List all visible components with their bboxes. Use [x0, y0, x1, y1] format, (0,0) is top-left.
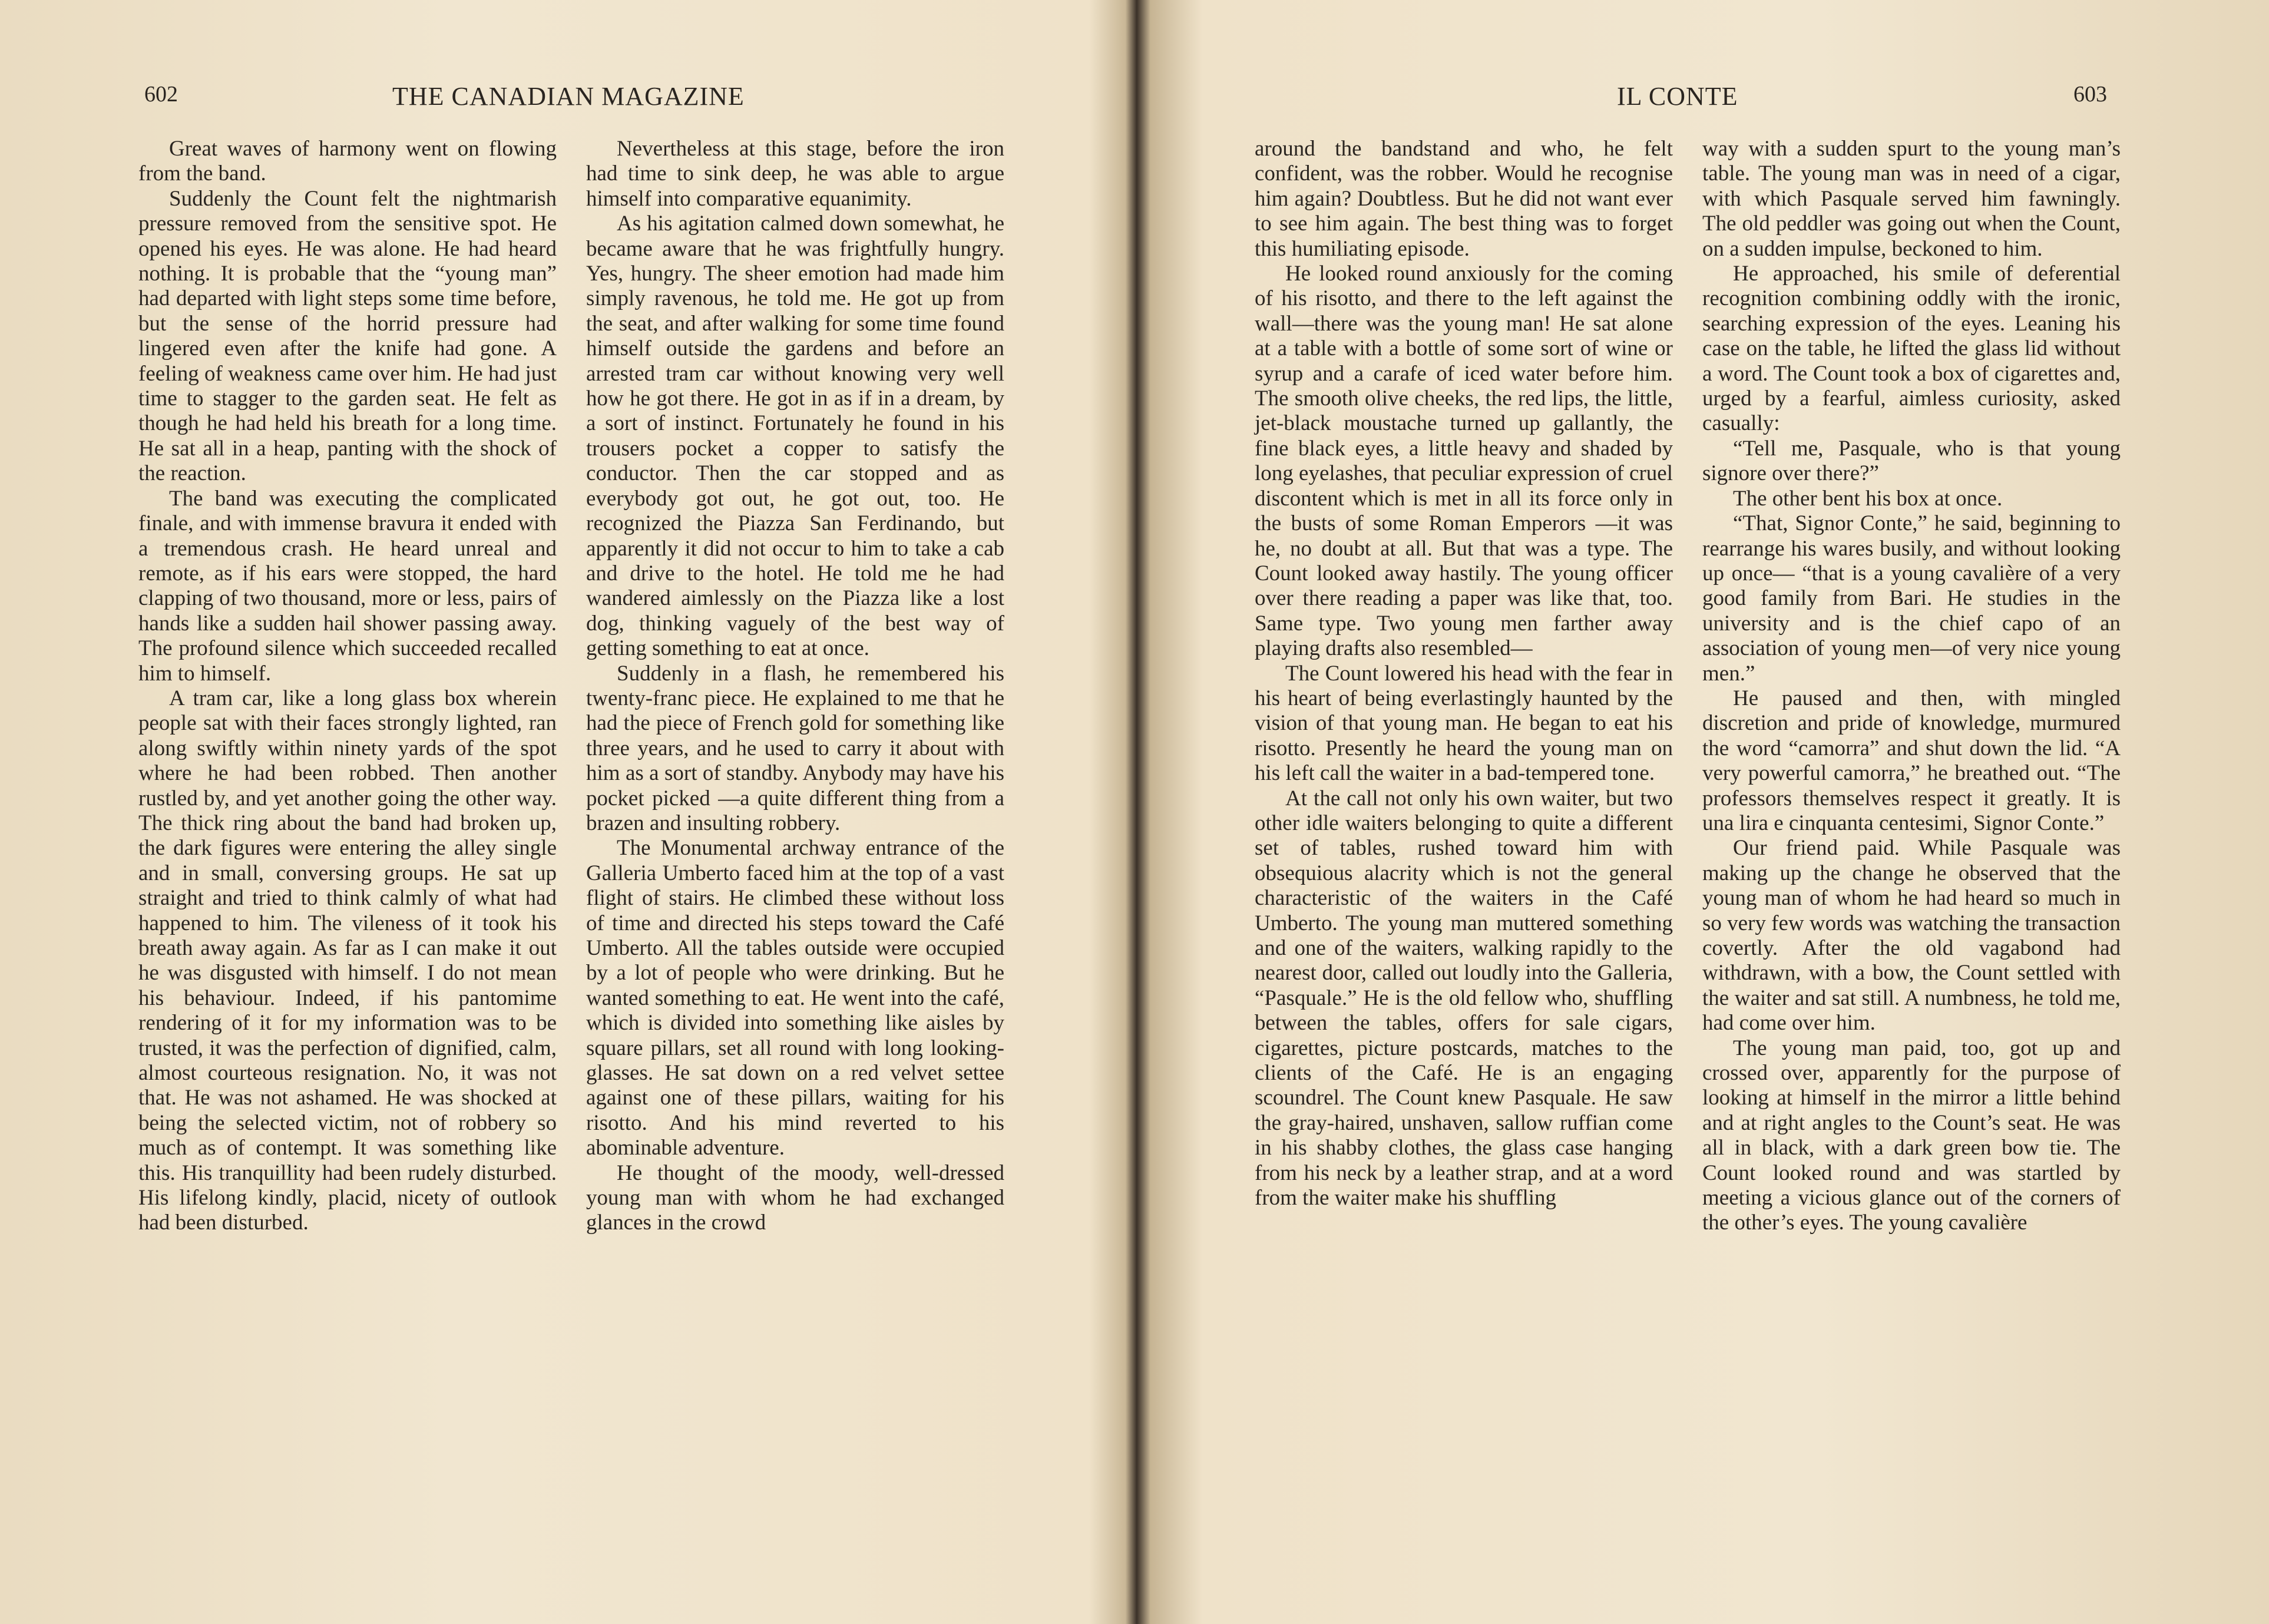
- left-page: [0, 0, 1119, 1624]
- running-head: IL CONTE: [1617, 82, 1738, 111]
- paragraph: The band was executing the complicated finale, and with immense bravura it ended with a tremendous crash. He heard unreal and remote, as if his ears were stopped, the hard clapping of two thousand, more or less, pairs of hands like a sudden hail shower passing away. The profound silence which succeeded recalled him to himself.: [138, 486, 557, 686]
- paragraph: Suddenly in a flash, he remembered his twenty-franc piece. He explained to me that he had the piece of French gold for something like three years, and he used to carry it about with him as a sort of standby. Anybody may have his pocket picked —a quite different thing from a brazen and insulting robbery.: [586, 661, 1004, 835]
- paragraph: Our friend paid. While Pasquale was making up the change he observed that the young man of whom he had heard so much in so very few words was watching the transaction covertly. After the old vagabond had withdrawn, with a bow, the Count settled with the waiter and sat still. A numbness, he told me, had come over him.: [1702, 836, 2121, 1036]
- paragraph: The Monumental archway entrance of the Galleria Umberto faced him at the top of a vast flight of stairs. He climbed these without loss of time and directed his steps toward the Café Umberto. All the tables outside were occupied by a lot of people who were drinking. But he wanted something to eat. He went into the café, which is divided into something like aisles by square pillars, set all round with long looking-glasses. He sat down on a red velvet settee against one of these pillars, waiting for his risotto. And his mind reverted to his abominable adventure.: [586, 836, 1004, 1160]
- page-number: 602: [144, 82, 178, 107]
- paragraph: Great waves of harmony went on flowing from the band.: [138, 137, 557, 186]
- paragraph: The other bent his box at once.: [1733, 486, 2003, 511]
- paragraph: The young man paid, too, got up and crossed over, apparently for the purpose of looking at himself in the mirror a little behind and at right angles to the Count’s seat. He was all in black, with a dark green bow tie. The Count looked round and was startled by meeting a vicious glance out of the corners of the other’s eyes. The young cavalière: [1702, 1036, 2121, 1235]
- paragraph: around the bandstand and who, he felt confident, was the robber. Would he recognise him again? Doubtless. But he did not want ever to see him again. The best thing was to forget this humiliating episode.: [1255, 137, 1673, 261]
- page-number: 603: [2073, 82, 2107, 107]
- paragraph: way with a sudden spurt to the young man’s table. The young man was in need of a cigar, with which Pasquale served him fawningly. The old peddler was going out when the Count, on a sudden impulse, beckoned to him.: [1702, 137, 2121, 261]
- column-2: [1702, 137, 2121, 1236]
- paragraph: He thought of the moody, well-dressed young man with whom he had exchanged glances in the crowd: [586, 1160, 1004, 1235]
- text-columns: [1255, 137, 2121, 1236]
- paragraph: He approached, his smile of deferential recognition combining oddly with the ironic, searching expression of the eyes. Leaning his case on the table, he lifted the glass lid without a word. The Count took a box of cigarettes and, urged by a fearful, aimless curiosity, asked casually:: [1702, 262, 2121, 436]
- paragraph: He paused and then, with mingled discretion and pride of knowledge, murmured the word “camorra” and shut down the lid. “A very powerful camorra,” he breathed out. “The professors themselves respect it greatly. It is una lira e cinquanta centesimi, Signor Conte.”: [1702, 686, 2121, 835]
- paragraph: He looked round anxiously for the coming of his risotto, and there to the left against the wall—there was the young man! He sat alone at a table with a bottle of some sort of wine or syrup and a carafe of iced water before him. The smooth olive cheeks, the red lips, the little, jet-black moustache turned up gallantly, the fine black eyes, a little heavy and shaded by long eyelashes, that peculiar expression of cruel discontent which is met in all its force only in the busts of some Roman Emperors —it was he, no doubt at all. But that was a type. The Count looked away hastily. The young officer over there reading a paper was like that, too. Same type. Two young men farther away playing drafts also resembled—: [1255, 262, 1673, 661]
- paragraph: “That, Signor Conte,” he said, beginning to rearrange his wares busily, and without looking up once— “that is a young cavalière of a very good family from Bari. He studies in the university and is the chief capo of an association of young men—of very nice young men.”: [1702, 511, 2121, 686]
- paragraph: “Tell me, Pasquale, who is that young signore over there?”: [1702, 436, 2121, 486]
- column-1: [1255, 137, 1673, 1236]
- paragraph: As his agitation calmed down somewhat, he became aware that he was frightfully hungry. Yes, hungry. The sheer emotion had made him simply ravenous, he told me. He got up from the seat, and after walking for some time found himself outside the gardens and before an arrested tram car without knowing very well how he got there. He got in as if in a dream, by a sort of instinct. Fortunately he found in his trousers pocket a copper to satisfy the conductor. Then the car stopped and as everybody got out, he got out, too. He recognized the Piazza San Ferdinando, but apparently it did not occur to him to take a cab and drive to the hotel. He told me he had wandered aimlessly on the Piazza like a lost dog, thinking vaguely of the best way of getting something to eat at once.: [586, 211, 1004, 661]
- paragraph: Suddenly the Count felt the nightmarish pressure removed from the sensitive spot. He opened his eyes. He was alone. He had heard nothing. It is probable that the “young man” had departed with light steps some time before, but the sense of the horrid pressure had lingered even after the knife had gone. A feeling of weakness came over him. He had just time to stagger to the garden seat. He felt as though he had held his breath for a long time. He sat all in a heap, panting with the shock of the reaction.: [138, 186, 557, 486]
- column-1: [138, 137, 557, 1236]
- paragraph: The Count lowered his head with the fear in his heart of being everlastingly haunted by the vision of that young man. He began to eat his risotto. Presently he heard the young man on his left call the waiter in a bad-tempered tone.: [1255, 661, 1673, 786]
- running-head: THE CANADIAN MAGAZINE: [392, 82, 745, 111]
- paragraph: Nevertheless at this stage, before the iron had time to sink deep, he was able to argue himself into comparative equanimity.: [586, 137, 1004, 211]
- right-page: [1137, 0, 2269, 1624]
- column-2: [586, 137, 1004, 1236]
- text-columns: [138, 137, 1004, 1236]
- paragraph: At the call not only his own waiter, but two other idle waiters belonging to quite a different set of tables, rushed toward him with obsequious alacrity which is not the general characteristic of the waiters in the Café Umberto. The young man muttered something and one of the waiters, walking rapidly to the nearest door, called out loudly into the Galleria, “Pasquale.” He is the old fellow who, shuffling between the tables, offers for sale cigars, cigarettes, picture postcards, matches to the clients of the Café. He is an engaging scoundrel. The Count knew Pasquale. He saw the gray-haired, unshaven, sallow ruffian come in his shabby clothes, the glass case hanging from his neck by a leather strap, and at a word from the waiter make his shuffling: [1255, 786, 1673, 1210]
- paragraph: A tram car, like a long glass box wherein people sat with their faces strongly lighted, ran along swiftly within ninety yards of the spot where he had been robbed. Then another rustled by, and yet another going the other way. The thick ring about the band had broken up, the dark figures were entering the alley single and in small, conversing groups. He sat up straight and tried to think calmly of what had happened to him. The vileness of it took his breath away again. As far as I can make it out he was disgusted with himself. I do not mean his behaviour. Indeed, if his pantomime rendering of it for my information was to be trusted, it was the perfection of dignified, calm, almost courteous resignation. No, it was not that. He was not ashamed. He was shocked at being the selected victim, not of robbery so much as of contempt. It was something like this. His tranquillity had been rudely disturbed. His lifelong kindly, placid, nicety of outlook had been disturbed.: [138, 686, 557, 1235]
